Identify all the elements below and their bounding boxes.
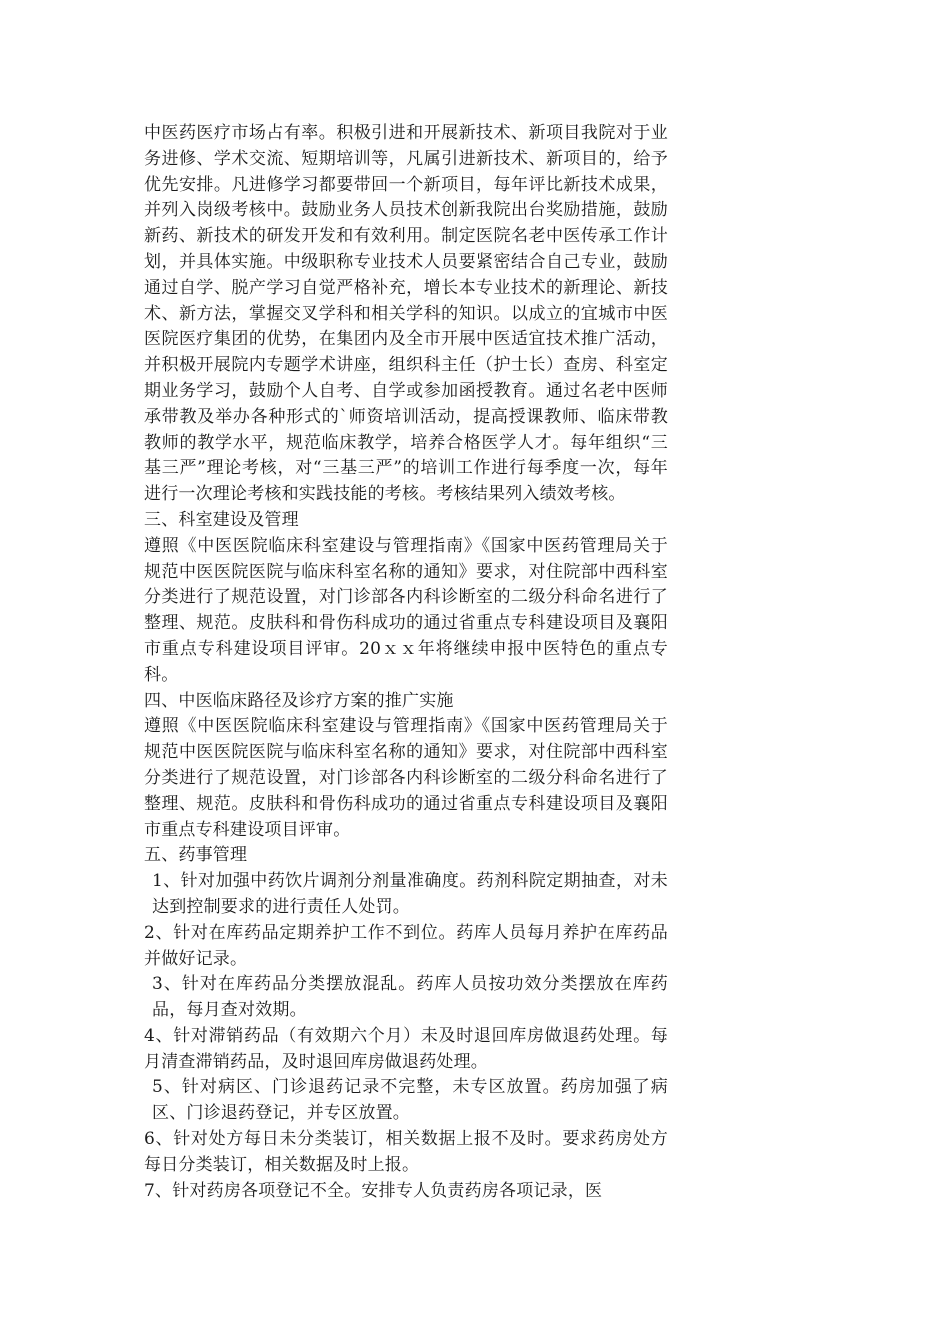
document-body — [144, 121, 668, 1204]
section-heading-clinical-pathway: 四、中医临床路径及诊疗方案的推广实施 — [144, 690, 454, 711]
paragraph-department-construction: 遵照《中医医院临床科室建设与管理指南》《国家中医药管理局关于规范中医医院医院与临床科室名称的通知》要求，对住院部中西科室分类进行了规范设置，对门诊部各内科诊断室的二级分科命名进行了整理、规范。皮肤科和骨伤科成功的通过省重点专科建设项目及襄阳市重点专科建设项目评审。20ｘｘ年将继续申报中医特色的重点专科。 — [144, 535, 668, 685]
list-item: 7、针对药房各项登记不全。安排专人负责药房各项记录，医 — [144, 1180, 603, 1201]
list-item: 3、针对在库药品分类摆放混乱。药库人员按功效分类摆放在库药品，每月查对效期。 — [152, 974, 668, 1021]
section-heading-pharmacy-management: 五、药事管理 — [144, 845, 248, 866]
list-item: 1、针对加强中药饮片调剂分剂量准确度。药剂科院定期抽查，对未达到控制要求的进行责任人处罚。 — [152, 871, 668, 917]
list-item: 4、针对滞销药品（有效期六个月）未及时退回库房做退药处理。每月清查滞销药品，及时退回库房做退药处理。 — [144, 1025, 668, 1072]
paragraph-clinical-pathway: 遵照《中医医院临床科室建设与管理指南》《国家中医药管理局关于规范中医医院医院与临床科室名称的通知》要求，对住院部中西科室分类进行了规范设置，对门诊部各内科诊断室的二级分科命名进行了整理、规范。皮肤科和骨伤科成功的通过省重点专科建设项目及襄阳市重点专科建设项目评审。 — [144, 716, 668, 840]
list-item: 2、针对在库药品定期养护工作不到位。药库人员每月养护在库药品并做好记录。 — [144, 922, 668, 969]
section-heading-department-construction: 三、科室建设及管理 — [144, 509, 299, 530]
list-item: 5、针对病区、门诊退药记录不完整，未专区放置。药房加强了病区、门诊退药登记，并专区放置。 — [152, 1077, 668, 1124]
paragraph-continuing-education: 中医药医疗市场占有率。积极引进和开展新技术、新项目我院对于业务进修、学术交流、短期培训等，凡属引进新技术、新项目的，给予优先安排。凡进修学习都要带回一个新项目，每年评比新技术成果，并列入岗级考核中。鼓励业务人员技术创新我院出台奖励措施，鼓励新药、新技术的研发开发和有效利用。制定医院名老中医传承工作计划，并具体实施。中级职称专业技术人员要紧密结合自己专业，鼓励通过自学、脱产学习自觉严格补充，增长本专业技术的新理论、新技术、新方法，掌握交叉学科和相关学科的知识。以成立的宜城市中医医院医疗集团的优势，在集团内及全市开展中医适宜技术推广活动，并积极开展院内专题学术讲座，组织科主任（护士长）查房、科室定期业务学习，鼓励个人自考、自学或参加函授教育。通过名老中医师承带教及举办各种形式的`师资培训活动，提高授课教师、临床带教教师的教学水平，规范临床教学，培养合格医学人才。每年组织“三基三严”理论考核，对“三基三严”的培训工作进行每季度一次，每年进行一次理论考核和实践技能的考核。考核结果列入绩效考核。 — [144, 123, 668, 505]
list-item: 6、针对处方每日未分类装订，相关数据上报不及时。要求药房处方每日分类装订，相关数据及时上报。 — [144, 1129, 668, 1175]
